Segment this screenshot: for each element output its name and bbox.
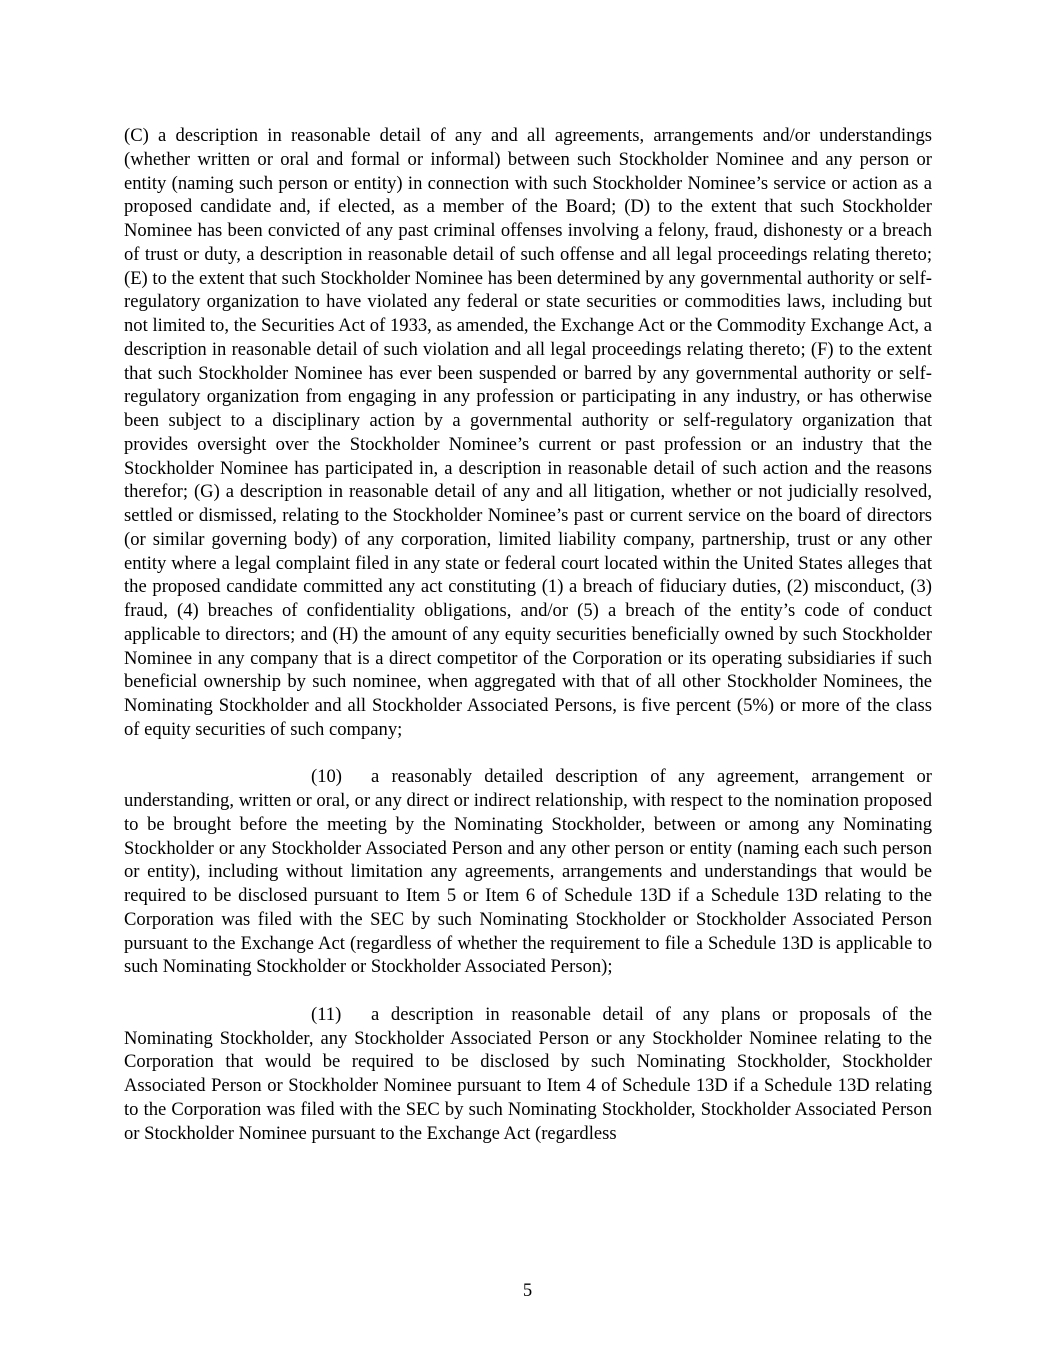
paragraph-clauses-c-to-h [124, 124, 932, 742]
page-number: 5 [522, 1280, 533, 1301]
document-page [124, 124, 932, 1145]
paragraph-text: (C) a description in reasonable detail of any and all agreements, arrangements and/or understandings (whether written or oral and formal or informal) between such Stockholder Nominee and any person or entity (naming such person or entity) in connection with such Stockholder Nominee’s service or action as a proposed candidate and, if elected, as a member of the Board; (D) to the extent that such Stockholder Nominee has been convicted of any past criminal offenses involving a felony, fraud, dishonesty or a breach of trust or duty, a description in reasonable detail of such offense and all legal proceedings relating thereto; (E) to the extent that such Stockholder Nominee has been determined by any governmental authority or self-regulatory organization to have violated any federal or state securities or commodities laws, including but not limited to, the Securities Act of 1933, as amended, the Exchange Act or the Commodity Exchange Act, a description in reasonable detail of such violation and all legal proceedings relating thereto; (F) to the extent that such Stockholder Nominee has ever been suspended or barred by any governmental authority or self-regulatory organization from engaging in any profession or participating in any industry, or has otherwise been subject to a disciplinary action by a governmental authority or self-regulatory organization that provides oversight over the Stockholder Nominee’s current or past profession or an industry that the Stockholder Nominee has participated in, a description in reasonable detail of such action and the reasons therefor; (G) a description in reasonable detail of any and all litigation, whether or not judicially resolved, settled or dismissed, relating to the Stockholder Nominee’s past or current service on the board of directors (or similar governing body) of any corporation, limited liability company, partnership, trust or any other entity where a legal complaint filed in any state or federal court located within the United States alleges that the proposed candidate committed any act constituting (1) a breach of fiduciary duties, (2) misconduct, (3) fraud, (4) breaches of confidentiality obligations, and/or (5) a breach of the entity’s code of conduct applicable to directors; and (H) the amount of any equity securities beneficially owned by such Stockholder Nominee in any company that is a direct competitor of the Corporation or its operating subsidiaries if such beneficial ownership by such nominee, when aggregated with that of all other Stockholder Nominees, the Nominating Stockholder and all Stockholder Associated Persons, is five percent (5%) or more of the class of equity securities of such company; [124, 125, 932, 740]
paragraph-item-11 [124, 1003, 932, 1146]
item-number: (10) [311, 766, 342, 788]
item-number: (11) [311, 1003, 342, 1025]
paragraph-item-10 [124, 765, 932, 979]
paragraph-text: a reasonably detailed description of any agreement, arrangement or understanding, written or oral, or any direct or indirect relationship, with respect to the nomination proposed to be brought before the meeting by the Nominating Stockholder, between or among any Nominating Stockholder or any Stockholder Associated Person and any other person or entity (naming each such person or entity), including without limitation any agreements, arrangements and understandings that would be required to be disclosed pursuant to Item 5 or Item 6 of Schedule 13D if a Schedule 13D relating to the Corporation was filed with the SEC by such Nominating Stockholder or Stockholder Associated Person pursuant to the Exchange Act (regardless of whether the requirement to file a Schedule 13D is applicable to such Nominating Stockholder or Stockholder Associated Person); [124, 766, 932, 978]
paragraph-text: a description in reasonable detail of any plans or proposals of the Nominating Stockholder, any Stockholder Associated Person or any Stockholder Nominee relating to the Corporation that would be required to be disclosed by such Nominating Stockholder, Stockholder Associated Person or Stockholder Nominee pursuant to Item 4 of Schedule 13D if a Schedule 13D relating to the Corporation was filed with the SEC by such Nominating Stockholder, Stockholder Associated Person or Stockholder Nominee pursuant to the Exchange Act (regardless [124, 1003, 932, 1144]
